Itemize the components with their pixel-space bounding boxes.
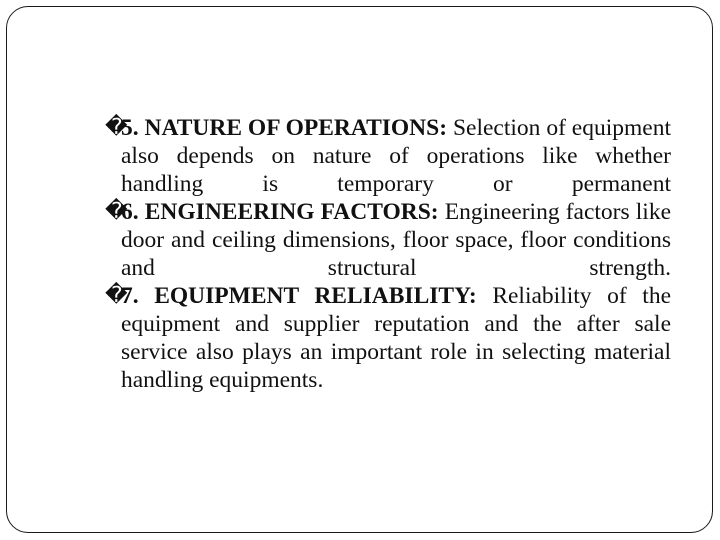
bullet-icon: � <box>105 199 128 224</box>
slide-content <box>105 114 671 394</box>
point-heading: 5. NATURE OF OPERATIONS: <box>121 115 448 141</box>
bullet-icon: � <box>105 115 128 140</box>
bullet-icon: � <box>105 283 128 308</box>
point-heading: 7. EQUIPMENT RELIABILITY: <box>121 283 477 309</box>
point-body: Reliability of the equipment and supplier reputation and the after sale service also plays an important role in selecting material handling equipments. <box>121 283 672 393</box>
point-heading: 6. ENGINEERING FACTORS: <box>121 199 439 225</box>
point-nature-of-operations <box>105 114 671 198</box>
point-equipment-reliability <box>105 282 671 394</box>
point-body: Engineering factors like door and ceiling dimensions, floor space, floor conditions and structural strength. <box>121 199 672 281</box>
point-body: Selection of equipment also depends on nature of operations like whether handling is temporary or permanent <box>121 115 671 197</box>
point-engineering-factors <box>105 198 671 282</box>
